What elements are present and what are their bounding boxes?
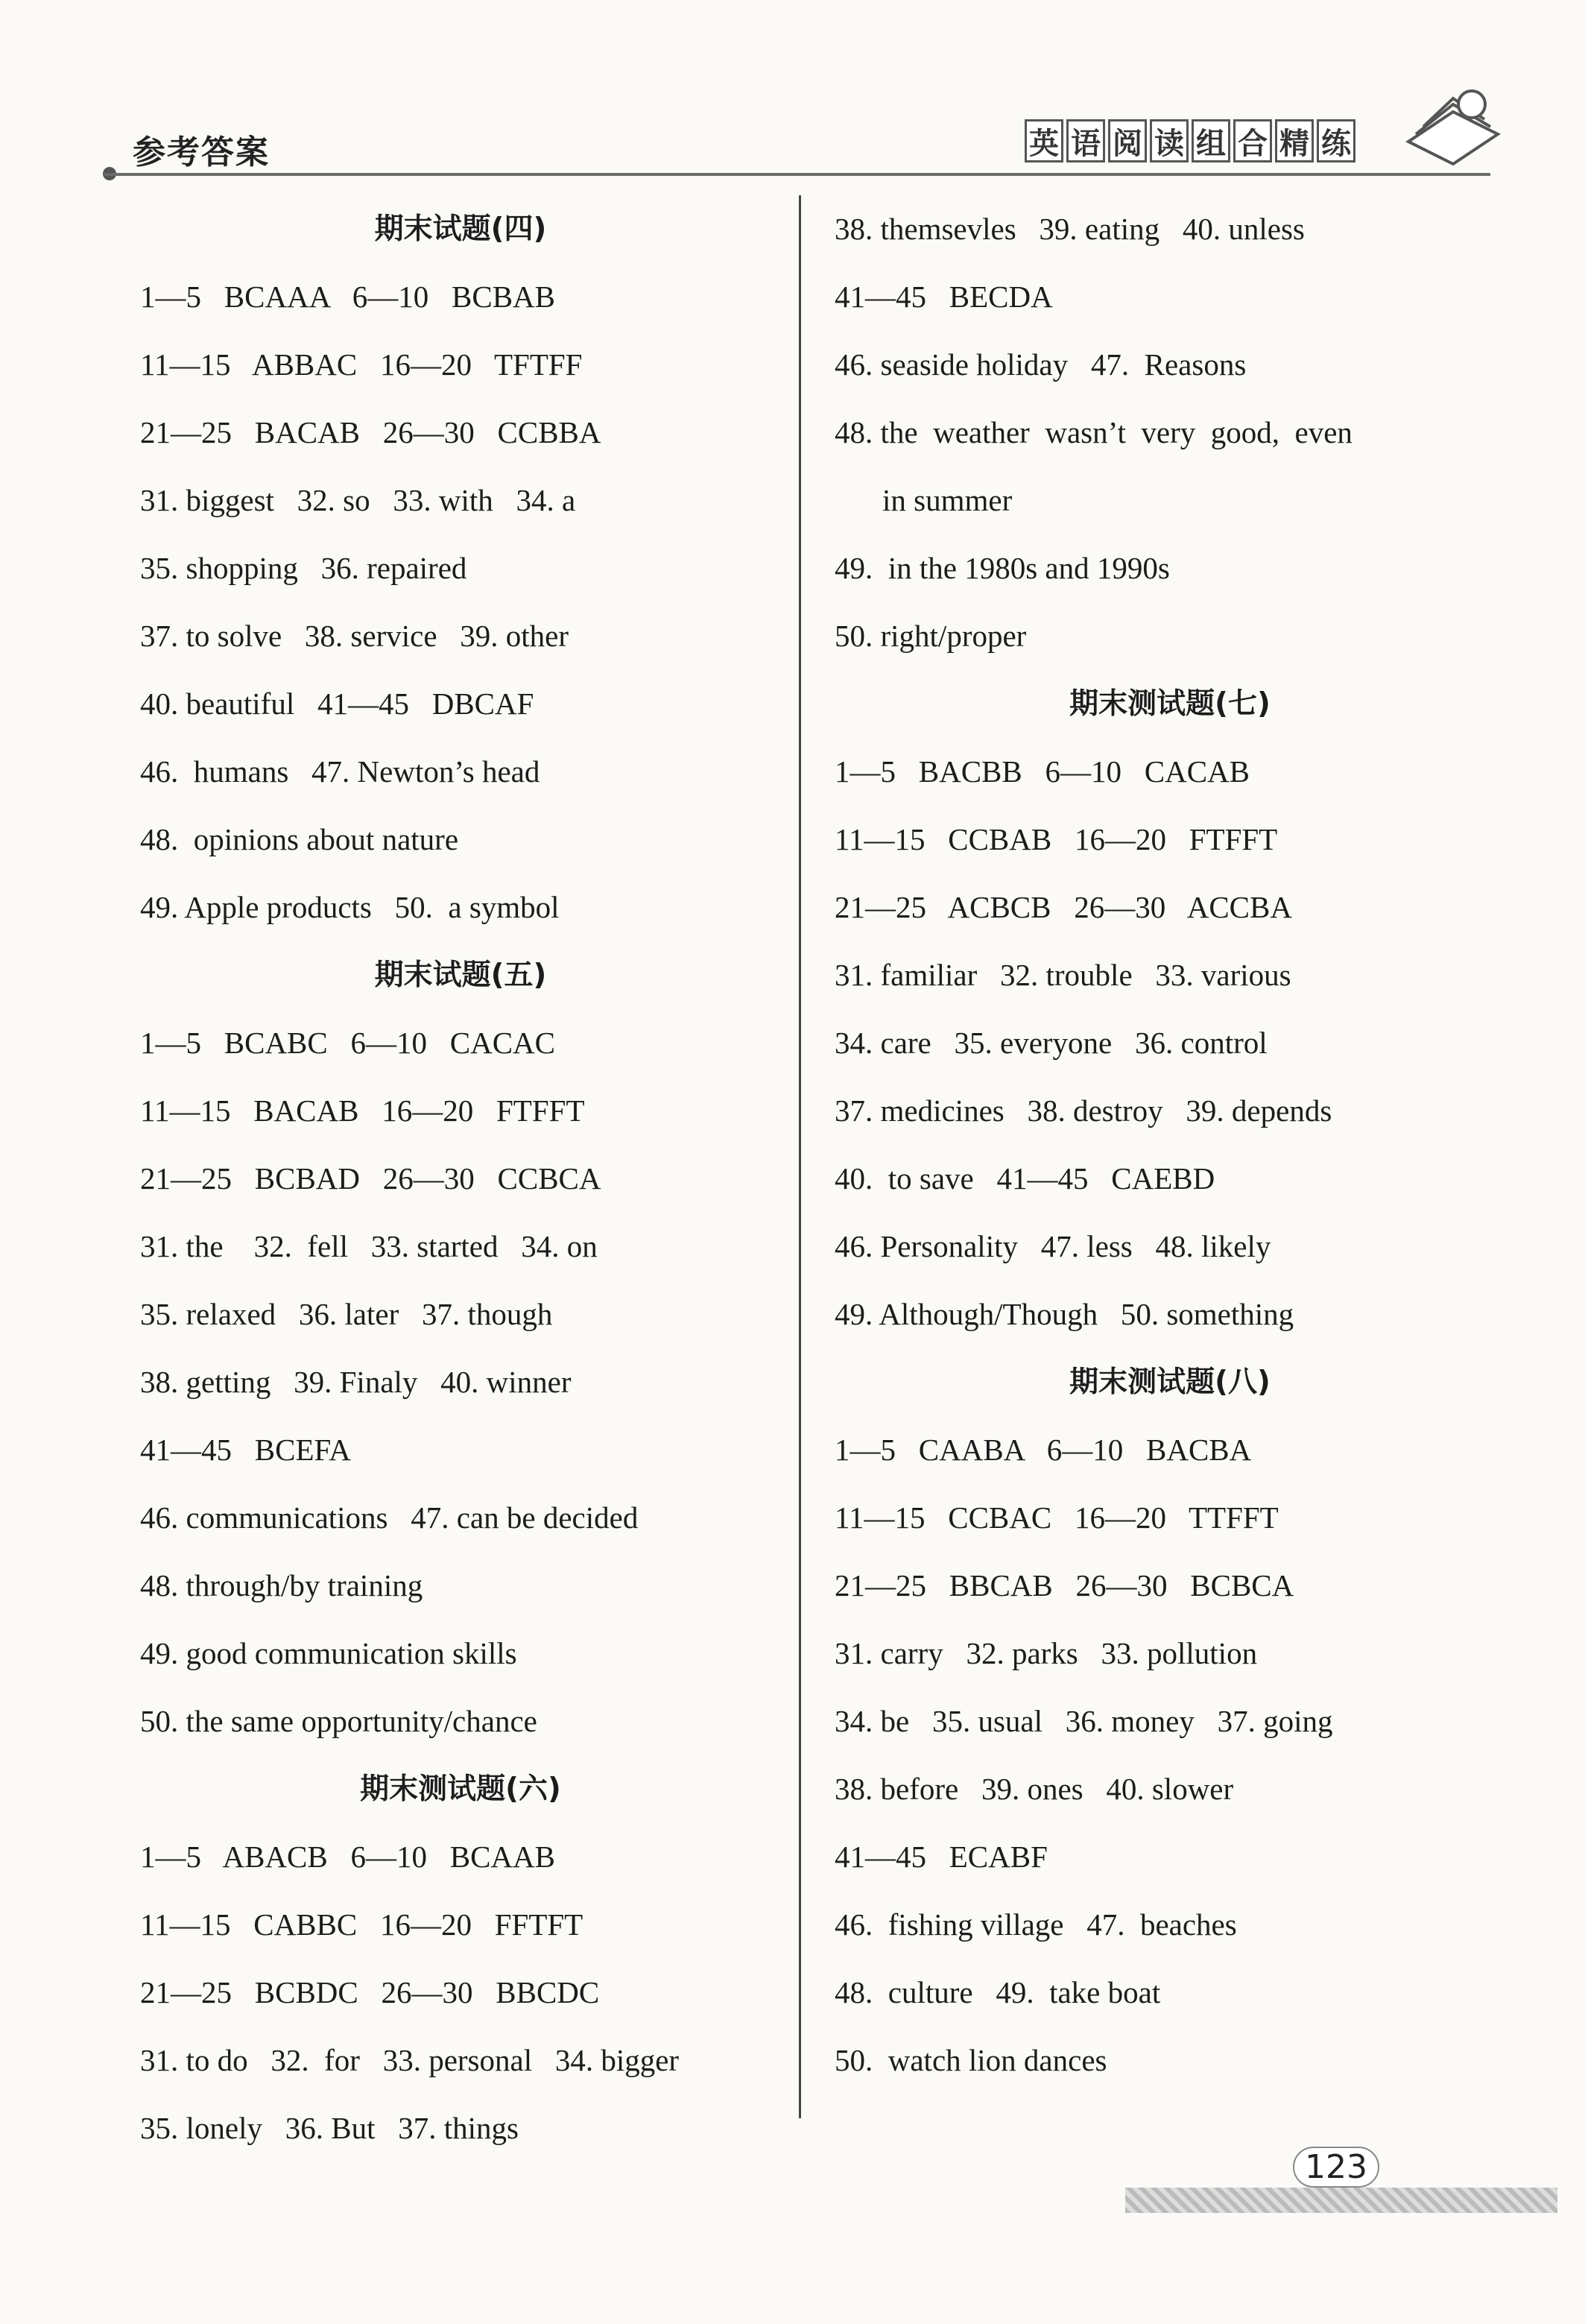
answer-line: 11—15 CCBAC 16—20 TTFFT	[835, 1500, 1279, 1535]
series-char: 英	[1025, 119, 1063, 162]
answer-line: 21—25 BCBAD 26—30 CCBCA	[140, 1161, 601, 1196]
series-title	[1025, 119, 1355, 162]
answer-line: 49. in the 1980s and 1990s	[835, 551, 1170, 585]
answer-line: 48. through/by training	[140, 1568, 423, 1603]
book-icon	[1401, 82, 1505, 171]
answer-line: 31. to do 32. for 33. personal 34. bigger	[140, 2043, 680, 2077]
answer-line: 46. fishing village 47. beaches	[835, 1907, 1237, 1942]
page-header	[0, 0, 1585, 194]
answer-line: 38. before 39. ones 40. slower	[835, 1772, 1234, 1806]
answer-line: 49. good communication skills	[140, 1636, 517, 1670]
series-char: 阅	[1108, 119, 1147, 162]
answer-line: 31. familiar 32. trouble 33. various	[835, 958, 1291, 992]
answer-line: 21—25 BACAB 26—30 CCBBA	[140, 415, 601, 449]
section-title: 期末试题(五)	[374, 959, 547, 992]
answer-line: 46. communications 47. can be decided	[140, 1500, 639, 1535]
answer-line: 38. themsevles 39. eating 40. unless	[835, 212, 1305, 246]
answer-line: 48. the weather wasn’t very good, even	[835, 415, 1353, 449]
answer-line: 11—15 CCBAB 16—20 FTFFT	[835, 822, 1278, 856]
answer-line: 50. right/proper	[835, 619, 1027, 653]
page-number: 123	[1293, 2147, 1379, 2188]
answer-line: 35. lonely 36. But 37. things	[140, 2111, 519, 2145]
section-title: 期末测试题(七)	[1069, 687, 1271, 721]
answer-line: 46. Personality 47. less 48. likely	[835, 1229, 1271, 1263]
answer-line: 35. shopping 36. repaired	[140, 551, 467, 585]
answer-line: 34. care 35. everyone 36. control	[835, 1026, 1268, 1060]
answer-line: 11—15 BACAB 16—20 FTFFT	[140, 1093, 585, 1128]
left-column	[140, 195, 781, 2162]
answer-line: 37. medicines 38. destroy 39. depends	[835, 1093, 1332, 1128]
answer-line: 31. carry 32. parks 33. pollution	[835, 1636, 1258, 1670]
answer-line: 11—15 CABBC 16—20 FFTFT	[140, 1907, 583, 1942]
answer-line: 40. beautiful 41—45 DBCAF	[140, 686, 534, 721]
answer-line: 41—45 BCEFA	[140, 1433, 351, 1467]
answer-line: 46. humans 47. Newton’s head	[140, 754, 540, 789]
answer-line: 35. relaxed 36. later 37. though	[140, 1297, 553, 1331]
answer-line: 49. Although/Though 50. something	[835, 1297, 1294, 1331]
answer-line: 48. opinions about nature	[140, 822, 459, 856]
answer-line: 41—45 BECDA	[835, 280, 1053, 314]
series-char: 组	[1192, 119, 1230, 162]
answer-line: 11—15 ABBAC 16—20 TFTFF	[140, 347, 583, 382]
answer-line: 34. be 35. usual 36. money 37. going	[835, 1704, 1333, 1738]
answer-line: 31. the 32. fell 33. started 34. on	[140, 1229, 598, 1263]
series-char: 练	[1317, 119, 1355, 162]
series-char: 语	[1066, 119, 1105, 162]
section-title: 期末试题(四)	[374, 212, 547, 246]
answer-line: 1—5 BACBB 6—10 CACAB	[835, 754, 1250, 789]
answer-line: 21—25 ACBCB 26—30 ACCBA	[835, 890, 1292, 924]
series-char: 精	[1275, 119, 1314, 162]
answer-line: 46. seaside holiday 47. Reasons	[835, 347, 1247, 382]
answer-line: in summer	[882, 483, 1013, 517]
section-label: 参考答案	[133, 133, 270, 171]
footer-bar	[1125, 2188, 1557, 2213]
answer-line: 37. to solve 38. service 39. other	[140, 619, 569, 653]
answer-line: 40. to save 41—45 CAEBD	[835, 1161, 1215, 1196]
answer-line: 50. watch lion dances	[835, 2043, 1107, 2077]
answer-line: 21—25 BCBDC 26—30 BBCDC	[140, 1975, 600, 2009]
answer-line: 1—5 CAABA 6—10 BACBA	[835, 1433, 1252, 1467]
section-title: 期末测试题(六)	[360, 1772, 561, 1806]
section-title: 期末测试题(八)	[1069, 1365, 1271, 1399]
right-column	[835, 195, 1505, 2094]
series-char: 合	[1233, 119, 1272, 162]
answer-line: 1—5 BCAAA 6—10 BCBAB	[140, 280, 556, 314]
answer-line: 49. Apple products 50. a symbol	[140, 890, 560, 924]
answer-line: 21—25 BBCAB 26—30 BCBCA	[835, 1568, 1294, 1603]
answer-line: 48. culture 49. take boat	[835, 1975, 1161, 2009]
answer-line: 31. biggest 32. so 33. with 34. a	[140, 483, 576, 517]
series-char: 读	[1150, 119, 1189, 162]
header-rule	[104, 173, 1490, 176]
answer-line: 1—5 BCABC 6—10 CACAC	[140, 1026, 556, 1060]
answer-line: 1—5 ABACB 6—10 BCAAB	[140, 1840, 556, 1874]
answer-line: 38. getting 39. Finaly 40. winner	[140, 1365, 572, 1399]
answer-line: 50. the same opportunity/chance	[140, 1704, 537, 1738]
column-divider	[799, 195, 801, 2118]
answer-line: 41—45 ECABF	[835, 1840, 1048, 1874]
